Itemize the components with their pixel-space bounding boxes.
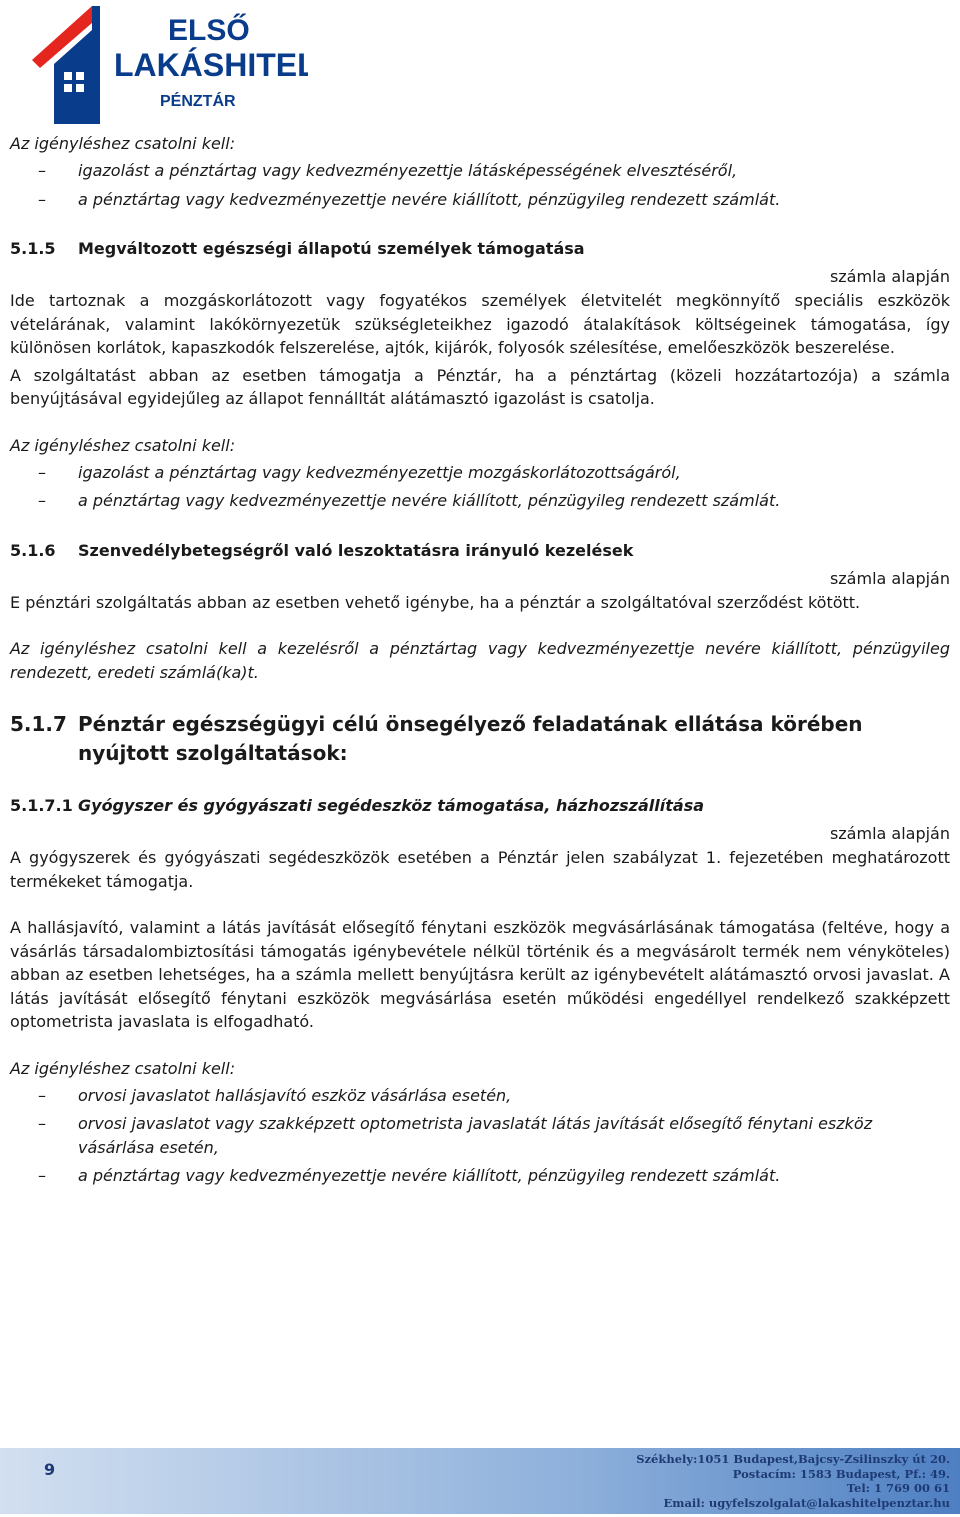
paragraph: E pénztári szolgáltatás abban az esetben vehető igénybe, ha a pénztár a szolgáltatóval szerződést kötött. <box>10 592 861 612</box>
section-number: 5.1.6 <box>10 540 56 560</box>
section-number: 5.1.7 <box>10 712 67 736</box>
paragraph: A gyógyszerek és gyógyászati segédeszközök esetében a Pénztár jelen szabályzat 1. fejezetében meghatározott termékeket támogatja. <box>10 848 950 891</box>
section-title: Pénztár egészségügyi célú önsegélyező feladatának ellátása körében nyújtott szolgáltatások: <box>78 712 863 765</box>
section-number: 5.1.5 <box>10 239 56 258</box>
logo-line2: LAKÁSHITEL <box>114 47 308 83</box>
section-heading-5-1-7-1 <box>10 794 950 818</box>
list-item: – a pénztártag vagy kedvezményezettje nevére kiállított, pénzügyileg rendezett számlát. <box>10 1164 950 1188</box>
section-title: Megváltozott egészségi állapotú személyek támogatása <box>78 239 585 258</box>
address-line: Székhely:1051 Budapest,Bajcsy-Zsilinszky út 20. <box>636 1452 950 1466</box>
list-item: – igazolást a pénztártag vagy kedvezményezettje látásképességének elvesztéséről, <box>10 159 950 183</box>
paragraph: Ide tartoznak a mozgáskorlátozott vagy fogyatékos személyek életvitelét megkönnyítő speciális eszközök vételárának, valamint lakókörnyezetük szükségleteikhez igazodó átalakítások költségeinek támogatása, így különösen korlátok, kapaszkodók felszerelése, ajtók, kijárók, folyosók szélesítése, emelőeszközök beszerelése. <box>10 291 950 357</box>
list-item: – a pénztártag vagy kedvezményezettje nevére kiállított, pénzügyileg rendezett számlát. <box>10 489 950 513</box>
basis-label: számla alapján <box>829 824 950 843</box>
attachment-list <box>10 461 950 513</box>
logo-line1: ELSŐ <box>168 14 250 47</box>
paragraph: A szolgáltatást abban az esetben támogatja a Pénztár, ha a pénztártag (közeli hozzátartozója) a számla benyújtásával egyidejűleg az állapot fennálltát alátámasztó igazolást is csatolja. <box>10 365 950 408</box>
paragraph: Az igényléshez csatolni kell a kezelésről a pénztártag vagy kedvezményezettje nevére kiállított, pénzügyileg rendezett, eredeti számlá(ka)t. <box>10 639 950 682</box>
basis-label: számla alapján <box>829 568 950 588</box>
basis-label: számla alapján <box>829 267 950 286</box>
logo-line3: PÉNZTÁR <box>160 93 236 110</box>
attachment-intro: Az igényléshez csatolni kell: <box>10 134 236 153</box>
page-number: 9 <box>44 1460 56 1479</box>
house-logo-icon <box>28 4 308 124</box>
attachment-intro: Az igényléshez csatolni kell: <box>10 1058 236 1078</box>
paragraph: A hallásjavító, valamint a látás javítását elősegítő fénytani eszközök megvásárlásának támogatása (feltéve, hogy a vásárlás társadalombiztosítási támogatás igénybevétele nélkül történik és a megvásárolt termék nem vényköteles) abban az esetben lehetséges, ha a számla mellett benyújtásra került az igénybevételt alátámasztó orvosi javaslat. A látás javítását elősegítő fénytani eszközök megvásárlása esetén működési engedéllyel rendelkező szakképzett optometrista javaslata is elfogadható. <box>10 918 950 1031</box>
section-heading-5-1-7 <box>10 710 950 768</box>
postal-line: Postacím: 1583 Budapest, Pf.: 49. <box>732 1466 950 1481</box>
section-heading-5-1-5 <box>10 237 950 261</box>
contact-block <box>636 1452 950 1510</box>
document-body <box>10 132 950 1193</box>
page-footer <box>0 1448 960 1514</box>
attachment-list <box>10 1084 950 1188</box>
phone-line: Tel: 1 769 00 61 <box>846 1481 950 1495</box>
list-item: – orvosi javaslatot vagy szakképzett optometrista javaslatát látás javítását elősegítő fénytani eszköz vásárlása esetén, <box>10 1112 950 1159</box>
section-heading-5-1-6 <box>10 539 950 563</box>
section-number: 5.1.7.1 <box>10 796 73 815</box>
email-line: Email: ugyfelszolgalat@lakashitelpenztar.hu <box>663 1495 950 1510</box>
section-title: Gyógyszer és gyógyászati segédeszköz támogatása, házhozszállítása <box>78 796 705 815</box>
attachment-intro: Az igényléshez csatolni kell: <box>10 435 236 455</box>
attachment-list <box>10 159 950 211</box>
elso-lakashitel-logo <box>28 4 308 124</box>
section-title: Szenvedélybetegségről való leszoktatásra irányuló kezelések <box>78 540 634 560</box>
list-item: – a pénztártag vagy kedvezményezettje nevére kiállított, pénzügyileg rendezett számlát. <box>10 188 950 212</box>
list-item: – orvosi javaslatot hallásjavító eszköz vásárlása esetén, <box>10 1084 950 1108</box>
list-item: – igazolást a pénztártag vagy kedvezményezettje mozgáskorlátozottságáról, <box>10 461 950 485</box>
